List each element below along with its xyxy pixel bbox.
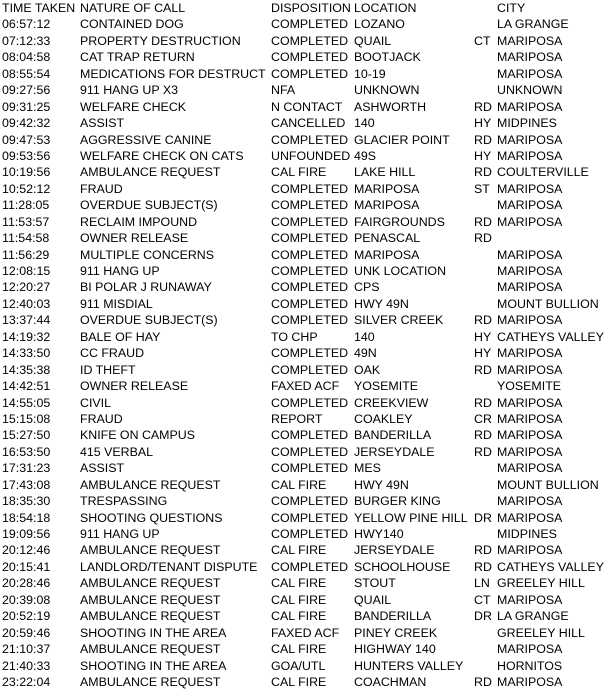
cell-city: MARIPOSA — [497, 66, 563, 81]
cell-disposition: COMPLETED — [271, 362, 349, 377]
cell-city: MARIPOSA — [497, 411, 563, 426]
cell-time: 20:28:46 — [2, 576, 51, 591]
table-row — [0, 247, 614, 263]
cell-city: MARIPOSA — [497, 280, 563, 295]
table-row — [0, 625, 614, 641]
cell-time: 20:59:46 — [2, 625, 51, 640]
cell-nature: CC FRAUD — [80, 346, 145, 361]
cell-nature: TRESPASSING — [80, 494, 168, 509]
cell-nature: AMBULANCE REQUEST — [80, 592, 221, 607]
cell-disposition: COMPLETED — [271, 510, 349, 525]
cell-city: MARIPOSA — [497, 592, 563, 607]
table-row — [0, 329, 614, 345]
table-row — [0, 592, 614, 608]
cell-location: 140 — [354, 116, 375, 131]
table-row — [0, 181, 614, 197]
cell-city: MIDPINES — [497, 527, 557, 541]
table-row — [0, 345, 614, 361]
cell-disposition: COMPLETED — [271, 264, 349, 278]
cell-nature: RECLAIM IMPOUND — [80, 214, 198, 229]
cell-nature: AMBULANCE REQUEST — [80, 642, 221, 657]
cell-nature: 911 MISDIAL — [80, 296, 153, 311]
cell-nature: AGGRESSIVE CANINE — [80, 132, 212, 147]
cell-city: MARIPOSA — [497, 642, 563, 657]
cell-street-suffix: CT — [474, 592, 491, 607]
cell-disposition: COMPLETED — [271, 296, 349, 311]
cell-street-suffix: ST — [474, 181, 490, 196]
cell-street-suffix: RD — [474, 313, 492, 328]
cell-nature: AMBULANCE REQUEST — [80, 543, 221, 558]
cell-disposition: CAL FIRE — [271, 543, 327, 558]
cell-time: 12:08:15 — [2, 264, 51, 278]
cell-city: CATHEYS VALLEY — [497, 559, 604, 574]
cell-city: GREELEY HILL — [497, 625, 585, 640]
cell-street-suffix: RD — [474, 674, 492, 689]
cell-time: 20:12:46 — [2, 543, 51, 558]
cell-nature: 911 HANG UP X3 — [80, 83, 179, 98]
cell-location: YELLOW PINE HILL — [354, 510, 468, 525]
cell-disposition: CANCELLED — [271, 116, 346, 131]
cell-nature: BI POLAR J RUNAWAY — [80, 280, 212, 295]
cell-time: 20:39:08 — [2, 592, 51, 607]
cell-nature: MULTIPLE CONCERNS — [80, 247, 215, 262]
table-row — [0, 542, 614, 558]
table-row — [0, 66, 614, 82]
cell-street-suffix: RD — [474, 165, 492, 180]
cell-disposition: COMPLETED — [271, 198, 349, 213]
cell-location: HUNTERS VALLEY — [354, 658, 464, 673]
cell-street-suffix: DR — [474, 510, 492, 525]
cell-city: MARIPOSA — [497, 50, 563, 65]
table-row — [0, 279, 614, 295]
cell-city: COULTERVILLE — [497, 165, 589, 180]
cell-street-suffix: RD — [474, 428, 492, 443]
cell-time: 12:20:27 — [2, 280, 51, 295]
cell-time: 20:52:19 — [2, 609, 51, 624]
cell-time: 23:22:04 — [2, 674, 51, 689]
cell-location: QUAIL — [354, 592, 392, 607]
table-row — [0, 115, 614, 131]
cell-city: LA GRANGE — [497, 17, 569, 32]
cell-location: STOUT — [354, 576, 396, 591]
cell-disposition: FAXED ACF — [271, 379, 340, 394]
cell-location: MARIPOSA — [354, 181, 420, 196]
table-row — [0, 575, 614, 591]
cell-time: 17:43:08 — [2, 477, 51, 492]
cell-nature: OVERDUE SUBJECT(S) — [80, 198, 218, 213]
cell-time: 19:09:56 — [2, 527, 51, 541]
cell-nature: SHOOTING IN THE AREA — [80, 658, 227, 673]
cell-disposition: CAL FIRE — [271, 674, 327, 689]
cell-nature: BALE OF HAY — [80, 329, 161, 344]
cell-time: 13:37:44 — [2, 313, 51, 328]
cell-time: 11:53:57 — [2, 214, 50, 229]
cell-disposition: COMPLETED — [271, 50, 349, 65]
cell-disposition: CAL FIRE — [271, 609, 327, 624]
cell-time: 17:31:23 — [2, 461, 51, 476]
cell-disposition: FAXED ACF — [271, 625, 340, 640]
cell-nature: 911 HANG UP — [80, 527, 160, 541]
cell-time: 21:40:33 — [2, 658, 51, 673]
table-row — [0, 230, 614, 246]
cell-time: 07:12:33 — [2, 33, 51, 48]
cell-location: SILVER CREEK — [354, 313, 444, 328]
table-row — [0, 477, 614, 493]
cell-nature: 415 VERBAL — [80, 444, 154, 459]
table-row — [0, 263, 614, 279]
table-row — [0, 16, 614, 32]
cell-location: FAIRGROUNDS — [354, 214, 445, 229]
cell-city: MARIPOSA — [497, 494, 563, 509]
cell-time: 15:27:50 — [2, 428, 51, 443]
cell-nature: AMBULANCE REQUEST — [80, 609, 221, 624]
cell-disposition: COMPLETED — [271, 346, 349, 361]
cell-city: MOUNT BULLION — [497, 296, 599, 311]
cell-disposition: COMPLETED — [271, 428, 349, 443]
cell-time: 15:15:08 — [2, 411, 51, 426]
cell-time: 14:33:50 — [2, 346, 51, 361]
cell-nature: PROPERTY DESTRUCTION — [80, 33, 241, 48]
cell-location: OAK — [354, 362, 381, 377]
cell-nature: FRAUD — [80, 181, 123, 196]
cell-location: QUAIL — [354, 33, 392, 48]
cell-street-suffix: LN — [474, 576, 490, 591]
cell-city: MARIPOSA — [497, 132, 563, 147]
cell-disposition: COMPLETED — [271, 181, 349, 196]
cell-disposition: COMPLETED — [271, 494, 349, 509]
cell-nature: FRAUD — [80, 411, 123, 426]
cell-street-suffix: HY — [474, 329, 492, 344]
cell-nature: KNIFE ON CAMPUS — [80, 428, 195, 443]
cell-time: 14:35:38 — [2, 362, 51, 377]
cell-nature: CONTAINED DOG — [80, 17, 184, 32]
table-row — [0, 641, 614, 657]
table-row — [0, 427, 614, 443]
table-row — [0, 33, 614, 49]
cell-nature: WELFARE CHECK ON CATS — [80, 148, 244, 163]
table-row — [0, 99, 614, 115]
cell-disposition: NFA — [271, 83, 296, 98]
cell-location: 10-19 — [354, 66, 386, 81]
cell-nature: CAT TRAP RETURN — [80, 50, 195, 65]
cell-nature: ASSIST — [80, 461, 125, 476]
header-time-taken: TIME TAKEN — [2, 1, 76, 15]
cell-time: 16:53:50 — [2, 444, 51, 459]
cell-location: UNK LOCATION — [354, 264, 447, 278]
cell-disposition: COMPLETED — [271, 231, 349, 246]
table-row — [0, 148, 614, 164]
cell-nature: CIVIL — [80, 395, 111, 410]
table-row — [0, 312, 614, 328]
cell-nature: OWNER RELEASE — [80, 231, 189, 246]
cell-city: MARIPOSA — [497, 362, 563, 377]
table-row — [0, 197, 614, 213]
cell-city: MARIPOSA — [497, 99, 563, 114]
cell-city: MOUNT BULLION — [497, 477, 599, 492]
cell-location: CPS — [354, 280, 380, 295]
cell-location: COACHMAN — [354, 674, 427, 689]
cell-location: PINEY CREEK — [354, 625, 438, 640]
cell-time: 11:28:05 — [2, 198, 50, 213]
cell-location: 49N — [354, 346, 377, 361]
cell-nature: LANDLORD/TENANT DISPUTE — [80, 559, 258, 574]
cell-nature: AMBULANCE REQUEST — [80, 674, 221, 689]
cell-city: HORNITOS — [497, 658, 563, 673]
cell-city: MARIPOSA — [497, 543, 563, 558]
cell-nature: OVERDUE SUBJECT(S) — [80, 313, 218, 328]
cell-time: 09:47:53 — [2, 132, 51, 147]
cell-location: HWY 49N — [354, 296, 409, 311]
cell-disposition: CAL FIRE — [271, 477, 327, 492]
cell-nature: MEDICATIONS FOR DESTRUCT — [80, 66, 266, 81]
table-row — [0, 82, 614, 98]
cell-time: 21:10:37 — [2, 642, 51, 657]
cell-city: UNKNOWN — [497, 83, 563, 98]
table-row — [0, 296, 614, 312]
cell-location: HWY140 — [354, 527, 404, 541]
cell-street-suffix: RD — [474, 362, 492, 377]
cell-location: MARIPOSA — [354, 247, 420, 262]
cell-street-suffix: CT — [474, 33, 491, 48]
cell-location: 49S — [354, 148, 377, 163]
cell-time: 08:04:58 — [2, 50, 51, 65]
cell-city: MARIPOSA — [497, 395, 563, 410]
cell-location: LOZANO — [354, 17, 405, 32]
table-row — [0, 460, 614, 476]
cell-location: ASHWORTH — [354, 99, 427, 114]
table-row — [0, 395, 614, 411]
cell-city: MARIPOSA — [497, 247, 563, 262]
cell-nature: AMBULANCE REQUEST — [80, 576, 221, 591]
cell-city: MARIPOSA — [497, 510, 563, 525]
cell-location: BOOTJACK — [354, 50, 421, 65]
cell-street-suffix: RD — [474, 395, 492, 410]
cell-disposition: UNFOUNDED — [271, 148, 351, 163]
header-nature-of-call: NATURE OF CALL — [80, 1, 186, 15]
header-disposition: DISPOSITION — [271, 1, 351, 15]
cell-city: LA GRANGE — [497, 609, 569, 624]
cell-city: MARIPOSA — [497, 428, 563, 443]
cell-disposition: CAL FIRE — [271, 642, 327, 657]
cell-city: MARIPOSA — [497, 264, 563, 278]
cell-location: GLACIER POINT — [354, 132, 450, 147]
cell-time: 20:15:41 — [2, 559, 51, 574]
cell-city: MARIPOSA — [497, 461, 563, 476]
cell-disposition: COMPLETED — [271, 247, 349, 262]
cell-disposition: COMPLETED — [271, 527, 349, 541]
cell-location: HWY 49N — [354, 477, 409, 492]
cell-nature: ID THEFT — [80, 362, 136, 377]
cell-time: 18:35:30 — [2, 494, 51, 509]
header-row — [0, 0, 614, 16]
cell-street-suffix: RD — [474, 132, 492, 147]
table-row — [0, 49, 614, 65]
cell-nature: ASSIST — [80, 116, 125, 131]
cell-disposition: N CONTACT — [271, 99, 343, 114]
cell-city: MARIPOSA — [497, 198, 563, 213]
cell-city: CATHEYS VALLEY — [497, 329, 604, 344]
header-city: CITY — [497, 1, 526, 15]
cell-disposition: COMPLETED — [271, 66, 349, 81]
cell-disposition: COMPLETED — [271, 132, 349, 147]
cell-disposition: CAL FIRE — [271, 592, 327, 607]
cell-street-suffix: RD — [474, 99, 492, 114]
cell-nature: OWNER RELEASE — [80, 379, 189, 394]
cell-disposition: TO CHP — [271, 329, 318, 344]
table-row — [0, 658, 614, 674]
cell-time: 06:57:12 — [2, 17, 51, 32]
cell-disposition: CAL FIRE — [271, 165, 327, 180]
cell-street-suffix: RD — [474, 444, 492, 459]
table-row — [0, 674, 614, 690]
cell-street-suffix: HY — [474, 148, 492, 163]
cell-location: 140 — [354, 329, 375, 344]
cell-street-suffix: HY — [474, 116, 492, 131]
cell-nature: WELFARE CHECK — [80, 99, 187, 114]
cell-location: MES — [354, 461, 381, 476]
cell-location: LAKE HILL — [354, 165, 416, 180]
cell-location: COAKLEY — [354, 411, 413, 426]
cell-time: 11:56:29 — [2, 247, 50, 262]
cell-disposition: COMPLETED — [271, 461, 349, 476]
cell-city: MARIPOSA — [497, 444, 563, 459]
cell-street-suffix: RD — [474, 543, 492, 558]
cell-city: MARIPOSA — [497, 313, 563, 328]
table-row — [0, 444, 614, 460]
cell-location: YOSEMITE — [354, 379, 419, 394]
cell-time: 18:54:18 — [2, 510, 51, 525]
table-row — [0, 411, 614, 427]
call-rows — [0, 16, 614, 690]
cell-city: MARIPOSA — [497, 181, 563, 196]
cell-street-suffix: DR — [474, 609, 492, 624]
cell-street-suffix: HY — [474, 346, 492, 361]
cell-time: 09:42:32 — [2, 116, 51, 131]
cell-disposition: REPORT — [271, 411, 323, 426]
cell-location: SCHOOLHOUSE — [354, 559, 451, 574]
cell-city: MARIPOSA — [497, 33, 563, 48]
table-row — [0, 510, 614, 526]
cell-nature: SHOOTING QUESTIONS — [80, 510, 223, 525]
cell-time: 09:27:56 — [2, 83, 51, 98]
cell-location: BURGER KING — [354, 494, 441, 509]
header-location: LOCATION — [354, 1, 417, 15]
table-row — [0, 378, 614, 394]
cell-disposition: CAL FIRE — [271, 576, 327, 591]
table-row — [0, 526, 614, 542]
cell-time: 14:19:32 — [2, 329, 51, 344]
cell-time: 09:31:25 — [2, 99, 51, 114]
cell-city: MARIPOSA — [497, 346, 563, 361]
table-row — [0, 132, 614, 148]
cell-disposition: COMPLETED — [271, 395, 349, 410]
cell-disposition: GOA/UTL — [271, 658, 326, 673]
cell-location: PENASCAL — [354, 231, 421, 246]
table-row — [0, 214, 614, 230]
cell-time: 08:55:54 — [2, 66, 51, 81]
table-row — [0, 559, 614, 575]
table-row — [0, 362, 614, 378]
table-row — [0, 164, 614, 180]
cell-location: BANDERILLA — [354, 428, 432, 443]
cell-city: MARIPOSA — [497, 674, 563, 689]
cell-disposition: COMPLETED — [271, 214, 349, 229]
cell-location: BANDERILLA — [354, 609, 432, 624]
cell-time: 10:52:12 — [2, 181, 51, 196]
cell-time: 14:55:05 — [2, 395, 51, 410]
cell-location: JERSEYDALE — [354, 543, 435, 558]
cell-nature: SHOOTING IN THE AREA — [80, 625, 227, 640]
cell-disposition: COMPLETED — [271, 33, 349, 48]
cell-location: JERSEYDALE — [354, 444, 435, 459]
cell-disposition: COMPLETED — [271, 17, 349, 32]
cell-nature: AMBULANCE REQUEST — [80, 165, 221, 180]
cell-street-suffix: CR — [474, 411, 492, 426]
cell-nature: 911 HANG UP — [80, 264, 160, 278]
cell-time: 09:53:56 — [2, 148, 51, 163]
table-row — [0, 608, 614, 624]
cell-street-suffix: RD — [474, 214, 492, 229]
cell-time: 12:40:03 — [2, 296, 51, 311]
table-row — [0, 493, 614, 509]
cell-location: HIGHWAY 140 — [354, 642, 436, 657]
cell-disposition: COMPLETED — [271, 559, 349, 574]
cell-disposition: COMPLETED — [271, 280, 349, 295]
cell-location: MARIPOSA — [354, 198, 420, 213]
cell-location: CREEKVIEW — [354, 395, 429, 410]
cell-disposition: COMPLETED — [271, 313, 349, 328]
cell-time: 11:54:58 — [2, 231, 50, 246]
cell-city: GREELEY HILL — [497, 576, 585, 591]
cell-location: UNKNOWN — [354, 83, 420, 98]
cell-disposition: COMPLETED — [271, 444, 349, 459]
cell-city: MIDPINES — [497, 116, 557, 131]
cell-city: YOSEMITE — [497, 379, 562, 394]
cell-city: MARIPOSA — [497, 148, 563, 163]
cell-time: 10:19:56 — [2, 165, 51, 180]
cell-time: 14:42:51 — [2, 379, 51, 394]
cell-nature: AMBULANCE REQUEST — [80, 477, 221, 492]
cell-street-suffix: RD — [474, 559, 492, 574]
cell-city: MARIPOSA — [497, 214, 563, 229]
cell-street-suffix: RD — [474, 231, 492, 246]
